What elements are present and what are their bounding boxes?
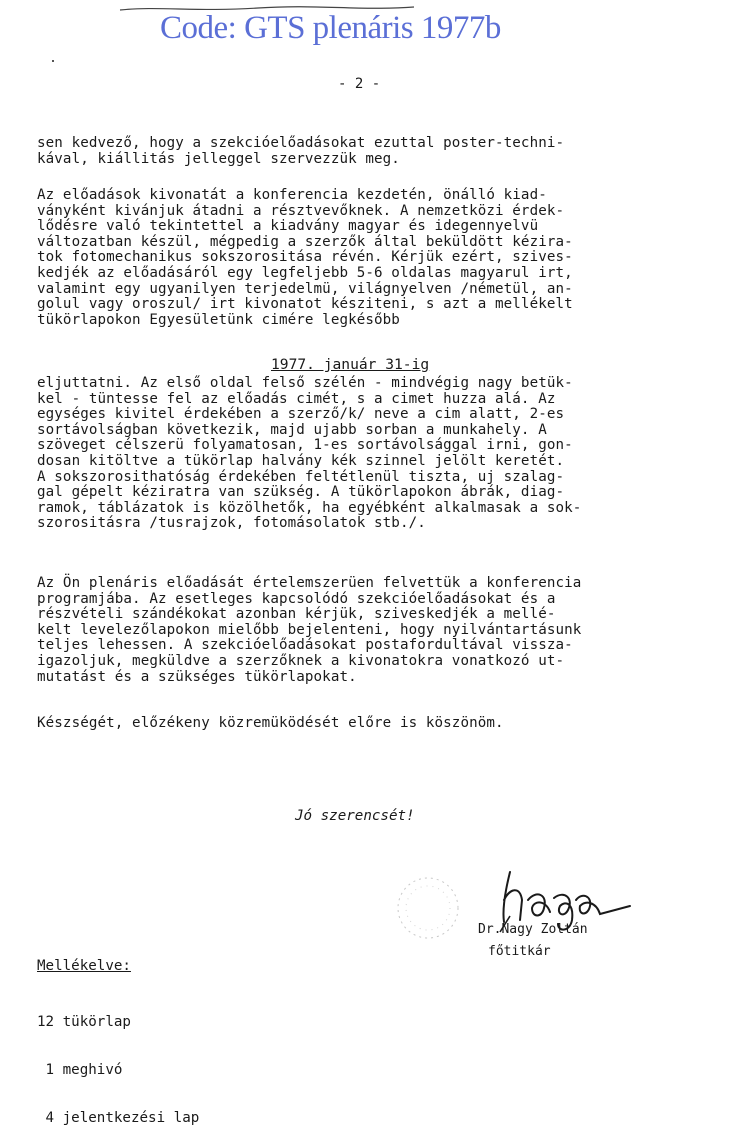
paragraph-formatting-instructions: eljuttatni. Az első oldal felső szélén - mindvégig nagy betük- kel - tüntesse fel az előadás cimét, s a cimet huzza alá. Az egységes kivitel érdekében a szerző/k/ neve a cim alatt, 2-es sortávolságban következik, majd ujabb sorban a munkahely. A szöveget célszerü folyamatosan, 1-es sortávolsággal irni, gon- dosan kitöltve a tükörlap halvány kék szinnel jelölt keretét. A sokszorosithatóság érdekében feltétlenül tiszta, uj szalag- gal gépelt kéziratra van szükség. A tükörlapokon ábrák, diag- ramok, táblázatok is közölhetők, ha egyébként alkalmasak a sok- szorositásra /tusrajzok, fotomásolatok stb./. <box>37 375 582 532</box>
speck-mark <box>52 60 54 62</box>
signer-name: Dr.Nagy Zoltán <box>478 922 588 937</box>
paragraph-abstracts: Az előadások kivonatát a konferencia kezdetén, önálló kiad- ványként kivánjuk átadni a résztvevőknek. A nemzetközi érdek- lődésre való tekintettel a kiadvány magyar és idegennyelvü változatban készül, mégpedig a szerzők által beküldött kézira- tok fotomechanikus sokszorositása révén. Kérjük ezért, szives- kedjék az előadásáról egy legfeljebb 5-6 oldalas magyarul irt, valamint egy ugyanilyen terjedelmü, világnyelven /németül, an- golul vagy oroszul/ irt kivonatot késziteni, s azt a mellékelt tükörlapokon Egyesületünk cimére legkésőbb <box>37 187 573 328</box>
closing-salutation: Jó szerencsét! <box>295 808 415 824</box>
enclosure-item: 12 tükörlap <box>37 1014 131 1030</box>
paragraph-plenary-talk: Az Ön plenáris előadását értelemszerüen felvettük a konferencia programjába. Az esetleges kapcsolódó szekcióelőadásokat és a részvételi szándékokat azonban kérjük, sziveskedjék a mellé- kelt levelezőlapokon mielőbb bejelenteni, hogy nyilvántartásunk teljes lehessen. A szekcióelőadásokat postafordultával vissza- igazoljuk, megküldve a szerzőknek a kivonatokra vonatkozó ut- mutatást és a szükséges tükörlapokat. <box>37 575 582 685</box>
enclosures-heading: Mellékelve: <box>37 958 131 974</box>
enclosure-item: 4 jelentkezési lap <box>37 1110 200 1126</box>
paragraph-poster-technique: sen kedvező, hogy a szekcióelőadásokat ezuttal poster-techni- kával, kiállitás jelleggel szervezzük meg. <box>37 135 565 167</box>
deadline-date: 1977. január 31-ig <box>271 356 430 373</box>
enclosure-item: 1 meghivó <box>37 1062 123 1078</box>
page-number: - 2 - <box>338 76 381 92</box>
document-code-stamp: Code: GTS plenáris 1977b <box>160 10 501 46</box>
signer-title: főtitkár <box>488 944 551 959</box>
paragraph-thanks: Készségét, előzékeny közremüködését előre is köszönöm. <box>37 715 504 731</box>
enclosure-list <box>37 982 199 1142</box>
